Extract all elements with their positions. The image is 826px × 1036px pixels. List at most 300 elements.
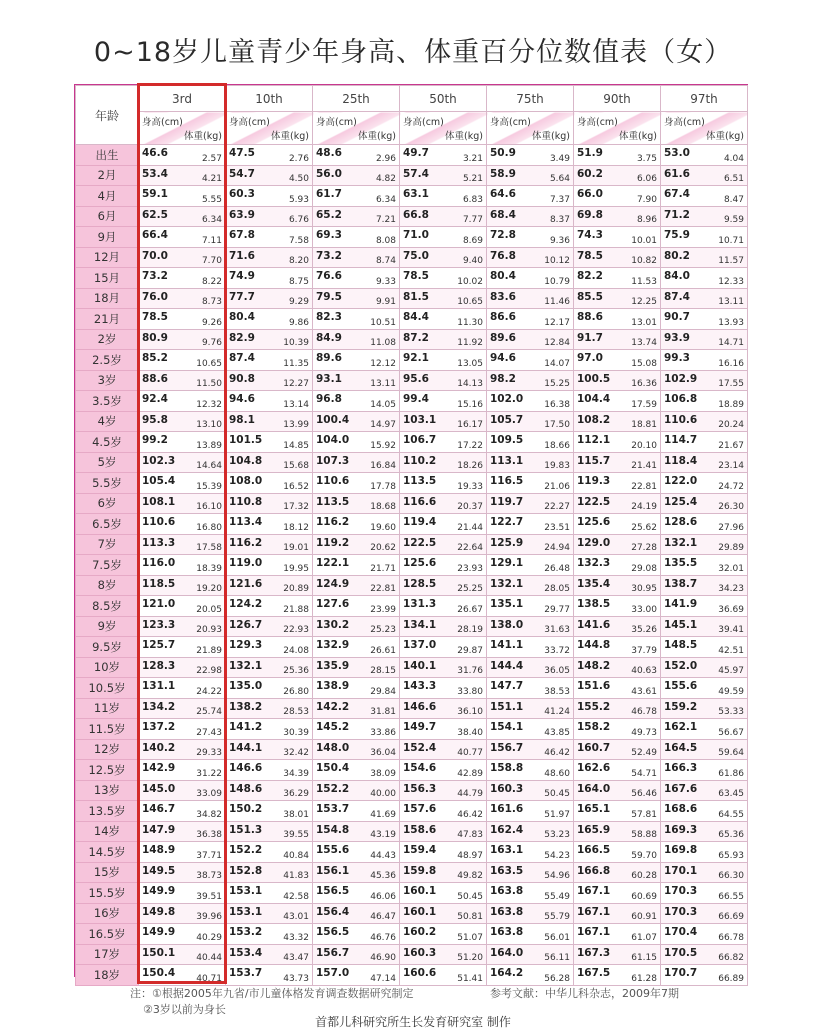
height-value: 166.8 [577, 864, 611, 877]
value-cell [661, 739, 748, 760]
height-value: 162.1 [664, 721, 698, 733]
weight-value: 7.70 [201, 256, 222, 266]
weight-value: 25.23 [370, 625, 396, 635]
height-value: 170.5 [664, 946, 698, 959]
weight-value: 46.42 [544, 748, 570, 758]
value-cell [226, 965, 313, 986]
value-cell [226, 842, 313, 863]
weight-value: 14.71 [718, 338, 744, 348]
height-value: 119.7 [490, 495, 524, 508]
height-value: 67.8 [229, 229, 255, 241]
height-value: 88.6 [577, 311, 603, 323]
value-cell [226, 924, 313, 945]
height-value: 164.0 [490, 946, 524, 959]
height-value: 145.1 [664, 618, 698, 631]
unit-header-cell [400, 112, 487, 145]
value-cell [574, 575, 661, 596]
height-value: 140.2 [142, 741, 176, 754]
height-value: 167.1 [577, 926, 611, 938]
weight-value: 9.86 [288, 317, 309, 328]
percentile-header: 25th [313, 86, 400, 112]
height-value: 53.4 [142, 167, 168, 180]
age-cell: 15岁 [76, 862, 139, 883]
height-value: 137.0 [403, 639, 437, 651]
height-value: 116.2 [316, 516, 350, 528]
height-value: 105.4 [142, 475, 176, 487]
value-cell [313, 924, 400, 945]
table-row [76, 165, 748, 186]
weight-value: 28.19 [457, 625, 483, 635]
weight-value: 50.45 [544, 789, 570, 799]
table-row [76, 637, 748, 658]
value-cell [487, 247, 574, 268]
value-cell [400, 288, 487, 309]
weight-value: 10.82 [631, 256, 657, 266]
table-row [76, 370, 748, 391]
weight-value: 12.27 [283, 379, 309, 389]
height-value: 153.7 [229, 967, 263, 979]
value-cell [226, 165, 313, 186]
value-cell [226, 145, 313, 166]
height-value: 78.5 [577, 249, 603, 262]
value-cell [226, 288, 313, 309]
value-cell [313, 575, 400, 596]
weight-value: 8.75 [288, 276, 309, 287]
weight-value: 31.76 [457, 666, 483, 676]
value-cell [661, 760, 748, 781]
weight-value: 12.33 [718, 276, 744, 287]
height-value: 125.9 [490, 536, 524, 549]
value-cell [139, 965, 226, 986]
height-value: 160.7 [577, 741, 611, 754]
height-value: 53.0 [664, 147, 690, 159]
height-value: 170.4 [664, 926, 698, 938]
height-value: 116.2 [229, 536, 263, 549]
height-value: 85.2 [142, 352, 168, 364]
weight-value: 13.11 [718, 297, 744, 307]
height-value: 66.0 [577, 188, 603, 200]
value-cell [661, 657, 748, 678]
value-cell [139, 411, 226, 432]
weight-value: 13.01 [631, 317, 657, 328]
weight-value: 66.30 [718, 871, 744, 881]
weight-value: 8.20 [288, 256, 309, 266]
weight-value: 64.55 [718, 809, 744, 820]
value-cell [226, 821, 313, 842]
value-cell [487, 903, 574, 924]
value-cell [226, 432, 313, 453]
weight-value: 34.82 [196, 809, 222, 820]
height-value: 132.9 [316, 639, 350, 651]
height-value: 149.8 [142, 905, 176, 918]
height-value: 113.3 [142, 536, 176, 549]
weight-value: 36.29 [283, 789, 309, 799]
weight-value: 44.79 [457, 789, 483, 799]
weight-value: 13.10 [196, 420, 222, 430]
height-value: 98.2 [490, 372, 516, 385]
height-value: 148.0 [316, 741, 350, 754]
value-cell [226, 596, 313, 617]
value-cell [313, 268, 400, 289]
value-cell [661, 247, 748, 268]
weight-value: 7.11 [201, 235, 222, 246]
value-cell [400, 698, 487, 719]
height-value: 155.6 [664, 680, 698, 692]
table-row [76, 534, 748, 555]
value-cell [487, 883, 574, 904]
weight-value: 40.63 [631, 666, 657, 676]
age-cell: 12岁 [76, 739, 139, 760]
height-value: 155.2 [577, 700, 611, 713]
weight-value: 11.53 [631, 276, 657, 287]
source-note: 注：①根据2005年九省/市儿童体格发育调查数据研究制定 [130, 987, 414, 1000]
height-value: 134.1 [403, 618, 437, 631]
height-value: 135.1 [490, 598, 524, 610]
table-row [76, 596, 748, 617]
value-cell [313, 657, 400, 678]
weight-value: 47.83 [457, 830, 483, 840]
value-cell [400, 247, 487, 268]
weight-value: 17.55 [718, 379, 744, 389]
weight-value: 37.79 [631, 645, 657, 656]
height-value: 72.8 [490, 229, 516, 241]
height-value: 85.5 [577, 290, 603, 303]
value-cell [487, 165, 574, 186]
weight-value: 43.85 [544, 727, 570, 738]
value-cell [487, 493, 574, 514]
value-cell [661, 678, 748, 699]
weight-value: 29.89 [718, 543, 744, 553]
height-value: 77.7 [229, 290, 255, 303]
weight-value: 21.89 [196, 645, 222, 656]
value-cell [661, 452, 748, 473]
height-value: 135.9 [316, 659, 350, 672]
weight-value: 25.62 [631, 522, 657, 533]
height-value: 140.1 [403, 659, 437, 672]
height-value: 110.2 [403, 454, 437, 467]
weight-value: 6.51 [723, 174, 744, 184]
table-row [76, 780, 748, 801]
height-value: 69.8 [577, 208, 603, 221]
age-cell: 11.5岁 [76, 719, 139, 740]
height-value: 100.4 [316, 413, 350, 426]
value-cell [574, 801, 661, 822]
value-cell [574, 432, 661, 453]
value-cell [574, 411, 661, 432]
weight-value: 17.50 [544, 420, 570, 430]
height-value: 119.3 [577, 475, 611, 487]
weight-value: 66.55 [718, 891, 744, 902]
height-unit-label: 身高(cm) [142, 117, 183, 128]
value-cell [139, 493, 226, 514]
value-cell [661, 514, 748, 535]
table-row [76, 903, 748, 924]
value-cell [139, 268, 226, 289]
value-cell [139, 760, 226, 781]
value-cell [139, 247, 226, 268]
weight-value: 20.93 [196, 625, 222, 635]
value-cell [661, 329, 748, 350]
weight-value: 42.89 [457, 768, 483, 779]
value-cell [400, 514, 487, 535]
value-cell [400, 903, 487, 924]
value-cell [313, 370, 400, 391]
value-cell [661, 288, 748, 309]
value-cell [313, 288, 400, 309]
table-row [76, 698, 748, 719]
weight-value: 31.81 [370, 707, 396, 717]
height-value: 124.9 [316, 577, 350, 590]
value-cell [661, 801, 748, 822]
age-cell: 13岁 [76, 780, 139, 801]
table-row [76, 473, 748, 494]
value-cell [139, 657, 226, 678]
weight-value: 21.41 [631, 461, 657, 471]
height-value: 110.6 [316, 475, 350, 487]
height-value: 105.7 [490, 413, 524, 426]
weight-value: 22.27 [544, 502, 570, 512]
height-value: 92.4 [142, 393, 168, 405]
value-cell [139, 883, 226, 904]
height-value: 93.1 [316, 372, 342, 385]
value-cell [661, 965, 748, 986]
height-value: 109.5 [490, 434, 524, 446]
weight-value: 13.99 [283, 420, 309, 430]
weight-value: 11.30 [457, 317, 483, 328]
value-cell [661, 391, 748, 412]
height-value: 121.6 [229, 577, 263, 590]
weight-value: 19.83 [544, 461, 570, 471]
age-cell: 4月 [76, 186, 139, 207]
value-cell [139, 678, 226, 699]
value-cell [313, 944, 400, 965]
value-cell [661, 883, 748, 904]
height-value: 102.9 [664, 372, 698, 385]
value-cell [400, 186, 487, 207]
weight-value: 7.21 [375, 215, 396, 225]
weight-value: 28.15 [370, 666, 396, 676]
age-cell: 2岁 [76, 329, 139, 350]
height-value: 119.0 [229, 557, 263, 569]
age-cell: 10.5岁 [76, 678, 139, 699]
height-value: 82.2 [577, 270, 603, 282]
height-value: 125.6 [403, 557, 437, 569]
height-value: 113.5 [316, 495, 350, 508]
height-value: 60.3 [229, 188, 255, 200]
height-value: 51.9 [577, 147, 603, 159]
table-row [76, 145, 748, 166]
value-cell [139, 555, 226, 576]
weight-value: 55.79 [544, 912, 570, 922]
weight-value: 18.81 [631, 420, 657, 430]
weight-value: 18.39 [196, 563, 222, 574]
weight-value: 16.80 [196, 522, 222, 533]
value-cell [226, 862, 313, 883]
value-cell [487, 288, 574, 309]
height-value: 94.6 [229, 393, 255, 405]
value-cell [139, 432, 226, 453]
height-value: 160.6 [403, 967, 437, 979]
height-value: 84.0 [664, 270, 690, 282]
height-value: 87.4 [229, 352, 255, 364]
weight-value: 30.95 [631, 584, 657, 594]
weight-value: 24.08 [283, 645, 309, 656]
height-value: 84.4 [403, 311, 429, 323]
weight-value: 41.69 [370, 809, 396, 820]
height-value: 153.7 [316, 803, 350, 815]
weight-value: 53.23 [544, 830, 570, 840]
height-value: 158.2 [577, 721, 611, 733]
height-value: 163.8 [490, 926, 524, 938]
value-cell [313, 186, 400, 207]
value-cell [487, 268, 574, 289]
height-value: 170.3 [664, 885, 698, 897]
age-cell: 8.5岁 [76, 596, 139, 617]
height-value: 160.1 [403, 905, 437, 918]
height-value: 118.5 [142, 577, 176, 590]
weight-value: 65.36 [718, 830, 744, 840]
page-title: 0~18岁儿童青少年身高、体重百分位数值表（女） [93, 37, 733, 68]
height-unit-label: 身高(cm) [316, 117, 357, 128]
weight-value: 46.47 [370, 912, 396, 922]
height-value: 48.6 [316, 147, 342, 159]
value-cell [226, 411, 313, 432]
value-cell [487, 514, 574, 535]
age-cell: 9岁 [76, 616, 139, 637]
height-value: 61.7 [316, 188, 342, 200]
value-cell [574, 227, 661, 248]
weight-value: 60.69 [631, 891, 657, 902]
value-cell [574, 268, 661, 289]
height-value: 115.7 [577, 454, 611, 467]
weight-unit-label: 体重(kg) [184, 131, 222, 142]
weight-value: 46.76 [370, 932, 396, 943]
age-cell: 11岁 [76, 698, 139, 719]
weight-value: 14.13 [457, 379, 483, 389]
height-value: 99.3 [664, 352, 690, 364]
weight-value: 9.26 [201, 317, 222, 328]
value-cell [574, 760, 661, 781]
value-cell [226, 657, 313, 678]
height-value: 71.6 [229, 249, 255, 262]
value-cell [661, 596, 748, 617]
height-value: 106.8 [664, 393, 698, 405]
table-row [76, 227, 748, 248]
weight-value: 59.64 [718, 748, 744, 758]
height-value: 141.9 [664, 598, 698, 610]
height-value: 151.1 [490, 700, 524, 713]
weight-value: 15.92 [370, 440, 396, 451]
weight-value: 27.28 [631, 543, 657, 553]
value-cell [313, 432, 400, 453]
value-cell [313, 350, 400, 371]
weight-value: 40.77 [457, 748, 483, 758]
height-value: 123.3 [142, 618, 176, 631]
value-cell [574, 739, 661, 760]
weight-value: 13.93 [718, 317, 744, 328]
weight-value: 58.88 [631, 830, 657, 840]
table-row [76, 288, 748, 309]
weight-value: 13.14 [283, 399, 309, 410]
weight-value: 31.22 [196, 768, 222, 779]
table-row [76, 739, 748, 760]
weight-unit-label: 体重(kg) [706, 131, 744, 142]
value-cell [139, 288, 226, 309]
height-value: 58.9 [490, 167, 516, 180]
unit-header-cell [487, 112, 574, 145]
height-value: 80.4 [229, 311, 255, 323]
value-cell [574, 206, 661, 227]
height-value: 75.0 [403, 249, 429, 262]
height-value: 112.1 [577, 434, 611, 446]
weight-value: 2.57 [201, 153, 222, 164]
value-cell [313, 739, 400, 760]
height-value: 131.3 [403, 598, 437, 610]
weight-value: 32.42 [283, 748, 309, 758]
height-value: 108.1 [142, 495, 176, 508]
value-cell [574, 145, 661, 166]
value-cell [226, 883, 313, 904]
weight-value: 19.95 [283, 563, 309, 574]
weight-value: 40.29 [196, 932, 222, 943]
height-value: 135.4 [577, 577, 611, 590]
value-cell [139, 534, 226, 555]
value-cell [226, 637, 313, 658]
weight-value: 5.55 [201, 194, 222, 205]
weight-value: 23.51 [544, 522, 570, 533]
percentile-header: 10th [226, 86, 313, 112]
value-cell [226, 473, 313, 494]
value-cell [313, 534, 400, 555]
weight-value: 15.68 [283, 461, 309, 471]
weight-value: 45.97 [718, 666, 744, 676]
height-value: 152.0 [664, 659, 698, 672]
unit-header-cell [139, 112, 226, 145]
height-value: 47.5 [229, 147, 255, 159]
value-cell [139, 862, 226, 883]
table-row [76, 719, 748, 740]
value-cell [400, 206, 487, 227]
height-value: 69.3 [316, 229, 342, 241]
height-value: 81.5 [403, 290, 429, 303]
height-value: 97.0 [577, 352, 603, 364]
weight-value: 65.93 [718, 850, 744, 861]
weight-value: 12.17 [544, 317, 570, 328]
maker-credit: 首都儿科研究所生长发育研究室 制作 [315, 1015, 511, 1029]
value-cell [574, 288, 661, 309]
value-cell [487, 411, 574, 432]
weight-value: 16.84 [370, 461, 396, 471]
value-cell [487, 575, 574, 596]
value-cell [661, 227, 748, 248]
height-value: 154.6 [403, 762, 437, 774]
weight-value: 66.82 [718, 953, 744, 963]
weight-value: 21.44 [457, 522, 483, 533]
height-value: 135.5 [664, 557, 698, 569]
weight-value: 14.05 [370, 399, 396, 410]
table-row [76, 760, 748, 781]
height-value: 54.7 [229, 167, 255, 180]
table-row [76, 268, 748, 289]
value-cell [139, 206, 226, 227]
weight-value: 51.20 [457, 953, 483, 963]
age-cell: 6岁 [76, 493, 139, 514]
age-cell: 17岁 [76, 944, 139, 965]
weight-value: 8.96 [636, 215, 657, 225]
height-value: 113.5 [403, 475, 437, 487]
value-cell [487, 801, 574, 822]
value-cell [487, 719, 574, 740]
